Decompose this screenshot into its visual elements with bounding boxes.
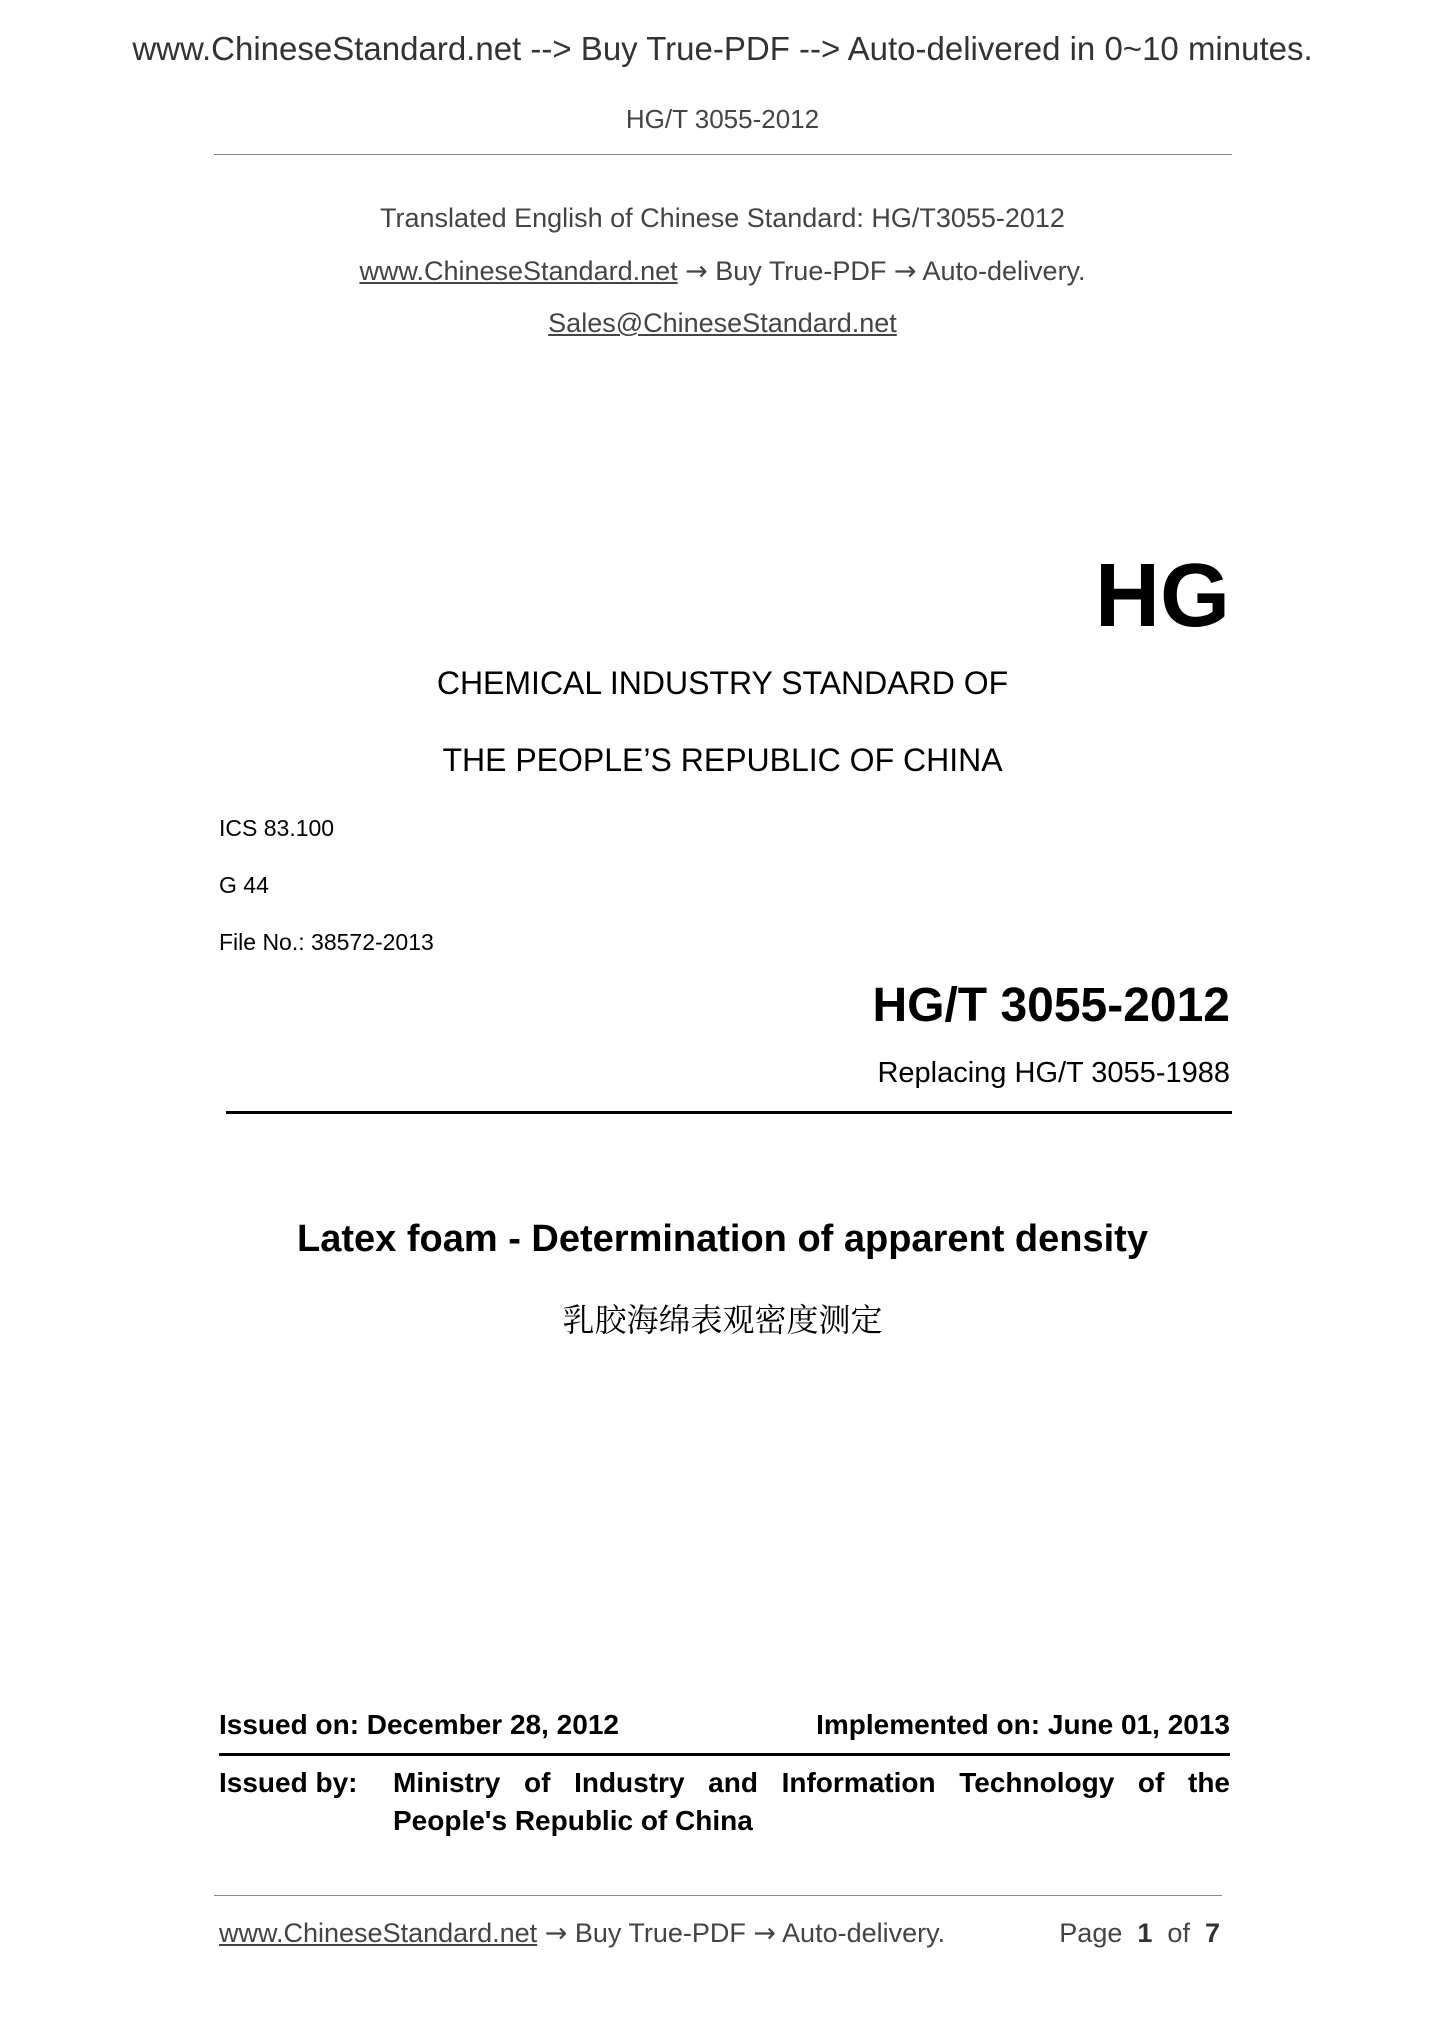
document-title-en: Latex foam - Determination of apparent density	[297, 1218, 1148, 1260]
standard-number: HG/T 3055-2012	[872, 979, 1230, 1032]
arrow-right-icon: →	[685, 256, 708, 287]
file-number: File No.: 38572-2013	[219, 929, 434, 955]
replacing-note: Replacing HG/T 3055-1988	[877, 1057, 1230, 1089]
page-of: of	[1167, 1918, 1190, 1948]
document-title-zh: 乳胶海绵表观密度测定	[562, 1301, 883, 1339]
ics-code: ICS 83.100	[219, 815, 335, 841]
sales-email-link[interactable]: Sales@ChineseStandard.net	[548, 308, 897, 338]
buy-line	[0, 256, 1445, 287]
footer-delivery-text: Auto-delivery.	[782, 1918, 946, 1948]
issued-by-line2: People's Republic of China	[393, 1805, 753, 1836]
page-total: 7	[1204, 1918, 1220, 1948]
arrow-right-icon: →	[544, 1918, 568, 1949]
top-banner: www.ChineseStandard.net --> Buy True-PDF --> Auto-delivered in 0~10 minutes.	[132, 30, 1313, 67]
delivery-text: Auto-delivery.	[922, 256, 1086, 286]
header-divider	[214, 154, 1232, 155]
standard-title-line1: CHEMICAL INDUSTRY STANDARD OF	[436, 665, 1009, 701]
main-divider	[226, 1111, 1232, 1114]
standard-title-line2: THE PEOPLE’S REPUBLIC OF CHINA	[442, 742, 1003, 778]
footer-buy-text: Buy True-PDF	[574, 1918, 746, 1948]
footer-site-link[interactable]: www.ChineseStandard.net	[219, 1918, 538, 1948]
arrow-right-icon: →	[893, 256, 917, 287]
issued-by-line1: Ministry of Industry and Information Technology of the	[393, 1767, 1230, 1798]
buy-text: Buy True-PDF	[715, 256, 887, 286]
page-label: Page	[1059, 1918, 1123, 1948]
page-indicator	[1059, 1918, 1220, 1949]
issued-on-date: Issued on: December 28, 2012	[219, 1709, 619, 1740]
implemented-on-date: Implemented on: June 01, 2013	[816, 1709, 1230, 1740]
footer-links	[219, 1918, 945, 1949]
site-link[interactable]: www.ChineseStandard.net	[359, 256, 678, 286]
footer-divider	[214, 1895, 1222, 1896]
arrow-right-icon: →	[753, 1918, 777, 1949]
issued-by-label: Issued by:	[219, 1767, 358, 1798]
page-current: 1	[1137, 1918, 1153, 1948]
email-line	[0, 308, 1445, 339]
issue-divider	[219, 1753, 1230, 1756]
hg-mark: HG	[1095, 546, 1230, 646]
g-code: G 44	[219, 872, 269, 898]
translated-note: Translated English of Chinese Standard: HG/T3055-2012	[380, 203, 1065, 233]
header-standard-code: HG/T 3055-2012	[625, 104, 820, 134]
